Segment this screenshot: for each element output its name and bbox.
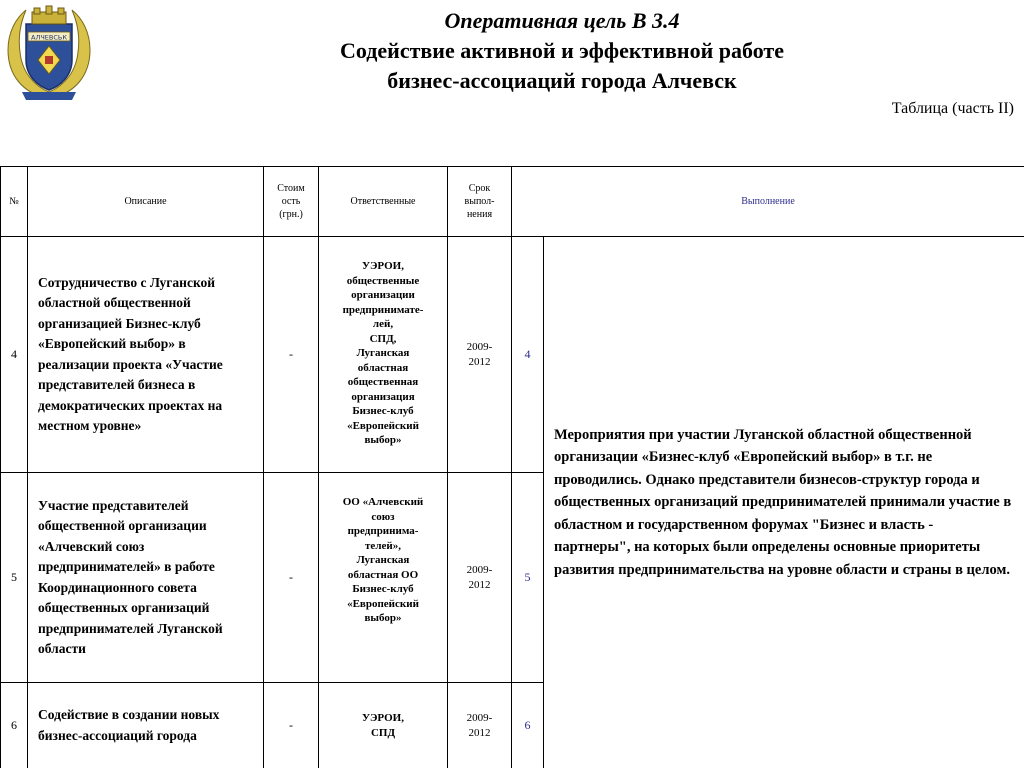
action-plan-table (0, 166, 1024, 768)
row-description: Содействие в создании новых бизнес-ассоциаций города (28, 683, 264, 768)
row-num: 4 (1, 237, 28, 473)
row-description: Участие представителей общественной организации «Алчевский союз предпринимателей» в работе Координационного совета общественных организаций предпринимателей Луганской области (28, 473, 264, 683)
row-responsible (319, 473, 448, 683)
row-execution-ref: 4 (512, 237, 544, 473)
header-description: Описание (28, 167, 264, 237)
city-coat-of-arms-icon (2, 2, 96, 102)
responsible-line: УЭРОИ, (362, 260, 404, 272)
row-term (448, 683, 512, 768)
row-term (448, 473, 512, 683)
responsible-line: «Европейский (347, 419, 419, 432)
responsible-line: ОО «Алчевский (342, 496, 424, 508)
table-caption: Таблица (часть II) (891, 100, 1014, 117)
header-responsible: Ответственные (319, 167, 448, 237)
row-responsible (319, 237, 448, 473)
row-cost: - (264, 683, 319, 768)
responsible-line: общественная (347, 376, 419, 388)
responsible-line: лей, (372, 318, 394, 330)
row-execution-ref: 5 (512, 473, 544, 683)
header-cost (264, 167, 319, 237)
responsible-line: Бизнес-клуб (352, 583, 414, 595)
responsible-line: УЭРОИ, (362, 712, 404, 724)
header-cost-line: (грн.) (279, 209, 303, 220)
row-term (448, 237, 512, 473)
responsible-line: организация (351, 390, 415, 403)
header-term (448, 167, 512, 237)
responsible-line: Бизнес-клуб (352, 405, 414, 417)
title-block (100, 6, 1024, 96)
goal-subtitle-line-1: Содействие активной и эффективной работе (340, 38, 784, 63)
term-line: 2012 (468, 578, 491, 591)
term-line: 2009- (466, 711, 493, 724)
row-num: 5 (1, 473, 28, 683)
row-description: Сотрудничество с Луганской областной общественной организацией Бизнес-клуб «Европейский выбор» в реализации проекта «Участие представителей бизнеса в демократических проектах на местном уровне» (28, 237, 264, 473)
row-responsible (319, 683, 448, 768)
header-num: № (1, 167, 28, 237)
row-cost: - (264, 237, 319, 473)
responsible-line: выбор» (364, 434, 402, 446)
responsible-line: «Европейский (347, 597, 419, 610)
responsible-line: Луганская (356, 347, 410, 359)
responsible-line: СПД (370, 726, 396, 739)
header-cost-line: Стоим (277, 183, 305, 194)
responsible-line: предпринимате- (342, 303, 424, 316)
table-header-row (1, 167, 1024, 237)
responsible-line: областная ОО (347, 568, 419, 581)
execution-result-text: Мероприятия при участии Луганской областной общественной организации «Бизнес-клуб «Европейский выбор» в т.г. не проводились. Однако представители бизнесов-структур города и общественных организаций предпринимателей принимали участие в областном и государственном форумах "Бизнес и власть - партнеры", на которых были определены основные приоритеты развития предпринимательства на уровне области и страны в целом. (544, 237, 1024, 768)
responsible-line: союз (371, 510, 395, 523)
row-num: 6 (1, 683, 28, 768)
header-cost-line: ость (281, 196, 301, 207)
svg-text:АЛЧЕВСЬК: АЛЧЕВСЬК (31, 33, 67, 42)
responsible-line: предпринима- (347, 525, 419, 537)
term-line: 2012 (468, 355, 491, 368)
responsible-line: СПД, (369, 332, 397, 345)
goal-subtitle-line-2: бизнес-ассоциаций города Алчевск (387, 68, 737, 93)
table-row (1, 237, 1024, 473)
responsible-line: Луганская (356, 554, 410, 566)
row-execution-ref: 6 (512, 683, 544, 768)
term-line: 2012 (468, 726, 491, 739)
header-term-line: Срок (468, 183, 491, 194)
header-execution: Выполнение (512, 167, 1024, 237)
header-term-line: нения (466, 209, 493, 220)
responsible-line: организации (351, 289, 415, 301)
header-term-line: выпол- (464, 196, 495, 207)
operational-goal-title: Оперативная цель В 3.4 (444, 8, 680, 33)
responsible-line: выбор» (364, 612, 402, 624)
term-line: 2009- (466, 340, 493, 353)
term-line: 2009- (466, 563, 493, 576)
responsible-line: областная (357, 361, 409, 374)
responsible-line: общественные (346, 274, 420, 287)
row-cost: - (264, 473, 319, 683)
responsible-line: телей», (365, 539, 401, 552)
